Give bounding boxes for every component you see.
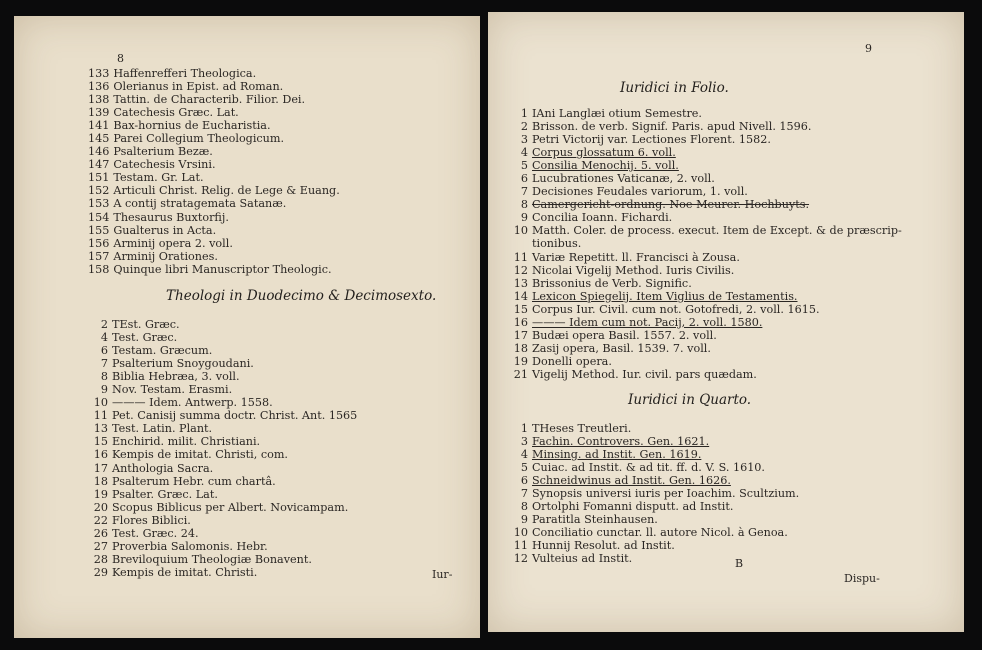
item-text: Testam. Gr. Lat.	[113, 171, 204, 185]
item-number: 3	[520, 133, 528, 147]
item-number: 5	[520, 159, 528, 173]
item-text: Olerianus in Epist. ad Roman.	[113, 80, 284, 94]
item-number: 15	[513, 302, 528, 316]
list-item	[88, 540, 357, 553]
section-heading-iuridici-folio: Iuridici in Folio.	[620, 80, 729, 96]
item-number: 139	[88, 106, 110, 120]
item-text: A contij stratagemata Satanæ.	[113, 197, 287, 211]
item-number: 13	[93, 422, 108, 436]
list-item	[88, 527, 357, 540]
item-text: Vulteius ad Instit.	[532, 552, 633, 566]
item-number: 18	[513, 341, 528, 355]
item-number: 4	[520, 448, 528, 462]
item-text: Minsing. ad Instit. Gen. 1619.	[532, 448, 702, 462]
item-number: 9	[520, 513, 528, 527]
list-item	[88, 132, 340, 145]
theology-duodecimo-list	[88, 318, 357, 579]
list-item	[88, 370, 357, 383]
item-number: 10	[513, 526, 528, 540]
list-item	[88, 145, 340, 158]
item-number: 17	[93, 461, 108, 475]
item-text: Donelli opera.	[532, 354, 612, 368]
list-item	[88, 171, 340, 184]
list-item	[88, 383, 357, 396]
item-number: 7	[100, 357, 108, 371]
item-text: Arminij Orationes.	[113, 249, 218, 263]
item-text: Brisson. de verb. Signif. Paris. apud Nivell. 1596.	[532, 120, 812, 134]
item-text: Kempis de imitat. Christi.	[112, 565, 258, 579]
item-number: 26	[93, 526, 108, 540]
list-item	[88, 475, 357, 488]
item-number: 21	[513, 367, 528, 381]
item-number: 27	[93, 539, 108, 553]
item-text: Test. Græc.	[112, 331, 178, 345]
item-number: 3	[520, 435, 528, 449]
item-text: Variæ Repetitt. ll. Francisci à Zousa.	[532, 250, 740, 264]
item-text: Corpus glossatum 6. voll.	[532, 146, 676, 160]
item-text: Petri Victorij var. Lectiones Florent. 1582.	[532, 133, 771, 147]
item-number: 6	[520, 474, 528, 488]
list-item	[508, 316, 902, 329]
item-text: Concilia Ioann. Fichardi.	[532, 211, 673, 225]
item-text: Test. Græc. 24.	[112, 526, 199, 540]
list-item	[508, 185, 902, 198]
item-number: 22	[93, 513, 108, 527]
item-text: Breviloquium Theologiæ Bonavent.	[112, 552, 312, 566]
list-item	[88, 67, 340, 80]
list-item	[88, 435, 357, 448]
item-text: Lexicon Spiegelij. Item Viglius de Testamentis.	[532, 289, 798, 303]
item-number: 9	[520, 211, 528, 225]
list-item	[508, 329, 902, 342]
item-number: 20	[93, 500, 108, 514]
item-text: Schneidwinus ad Instit. Gen. 1626.	[532, 474, 731, 488]
item-number: 16	[93, 448, 108, 462]
list-item	[88, 158, 340, 171]
page-number-left: 8	[117, 52, 124, 65]
list-item	[88, 250, 340, 263]
theology-list-continued	[88, 67, 340, 276]
list-item	[508, 355, 902, 368]
item-number: 145	[88, 132, 110, 146]
iuridici-quarto-list	[508, 422, 799, 566]
item-number: 7	[520, 487, 528, 501]
item-text: Scopus Biblicus per Albert. Novicampam.	[112, 500, 349, 514]
item-text: Bax-hornius de Eucharistia.	[113, 119, 271, 133]
list-item	[88, 462, 357, 475]
list-item	[508, 500, 799, 513]
item-text: Cuiac. ad Instit. & ad tit. ff. d. V. S. 1610.	[532, 461, 765, 475]
item-number: 138	[88, 93, 110, 107]
list-item	[88, 344, 357, 357]
item-number: 28	[93, 552, 108, 566]
item-text: Tattin. de Characterib. Filior. Dei.	[113, 93, 306, 107]
item-text: Biblia Hebræa, 3. voll.	[112, 370, 240, 384]
item-text: Nicolai Vigelij Method. Iuris Civilis.	[532, 263, 735, 277]
item-text: ——— Idem. Antwerp. 1558.	[112, 396, 273, 410]
right-page	[488, 12, 964, 632]
list-item	[508, 133, 902, 146]
list-item	[88, 119, 340, 132]
item-text: Haffenrefferi Theologica.	[113, 67, 257, 80]
list-item	[88, 197, 340, 210]
item-text: Psalterum Hebr. cum chartâ.	[112, 474, 276, 488]
item-text: Test. Latin. Plant.	[112, 422, 213, 436]
item-number: 155	[88, 223, 110, 237]
item-number: 16	[513, 315, 528, 329]
list-item	[88, 422, 357, 435]
item-number: 8	[520, 500, 528, 514]
list-item	[508, 264, 902, 277]
list-item	[88, 409, 357, 422]
item-number: 1	[520, 107, 528, 120]
item-text: Corpus Iur. Civil. cum not. Gotofredi, 2. voll. 1615.	[532, 302, 820, 316]
item-text: tionibus.	[532, 237, 582, 251]
list-item	[88, 318, 357, 331]
list-item	[508, 474, 799, 487]
list-item	[508, 172, 902, 185]
list-item	[508, 198, 902, 211]
item-text: Budæi opera Basil. 1557. 2. voll.	[532, 328, 717, 342]
list-item	[508, 303, 902, 316]
list-item	[88, 184, 340, 197]
item-text: Zasij opera, Basil. 1539. 7. voll.	[532, 341, 711, 355]
item-text: Decisiones Feudales variorum, 1. voll.	[532, 185, 748, 199]
item-text: IAni Langlæi otium Semestre.	[532, 107, 702, 120]
item-number: 10	[93, 396, 108, 410]
list-item	[88, 224, 340, 237]
item-number: 153	[88, 197, 110, 211]
item-number: 2	[100, 318, 108, 331]
item-text: Flores Biblici.	[112, 513, 191, 527]
item-number: 136	[88, 80, 110, 94]
section-heading-iuridici-quarto: Iuridici in Quarto.	[628, 392, 752, 408]
item-number: 14	[513, 289, 528, 303]
catchword-right: Dispu-	[844, 572, 880, 585]
item-text: ——— Idem cum not. Pacij, 2. voll. 1580.	[532, 315, 763, 329]
left-page	[14, 16, 480, 638]
item-number: 12	[513, 263, 528, 277]
list-item	[88, 488, 357, 501]
item-number: 8	[520, 198, 528, 212]
item-number: 10	[513, 224, 528, 238]
list-item	[508, 342, 902, 355]
item-text: Psalterium Bezæ.	[113, 145, 213, 159]
item-text: Paratitla Steinhausen.	[532, 513, 658, 527]
list-item	[88, 553, 357, 566]
section-heading-theologi-duodecimo: Theologi in Duodecimo & Decimosexto.	[166, 288, 437, 304]
item-text: Brissonius de Verb. Signific.	[532, 276, 692, 290]
list-item	[88, 357, 357, 370]
item-text: Articuli Christ. Relig. de Lege & Euang.	[113, 184, 340, 198]
list-item	[88, 331, 357, 344]
item-number: 11	[513, 250, 528, 264]
item-number: 6	[520, 172, 528, 186]
list-item	[508, 251, 902, 264]
item-number: 13	[513, 276, 528, 290]
list-item	[508, 526, 799, 539]
item-text: Synopsis universi iuris per Ioachim. Scultzium.	[532, 487, 800, 501]
list-item	[508, 277, 902, 290]
item-text: Pet. Canisij summa doctr. Christ. Ant. 1565	[112, 409, 358, 423]
list-item	[508, 159, 902, 172]
list-item	[508, 211, 902, 224]
list-item	[508, 552, 799, 565]
item-number: 11	[93, 409, 108, 423]
item-number: 19	[93, 487, 108, 501]
item-text: Arminij opera 2. voll.	[113, 236, 233, 250]
list-item	[508, 422, 799, 435]
list-item	[88, 80, 340, 93]
item-number: 158	[88, 262, 110, 276]
item-text: Lucubrationes Vaticanæ, 2. voll.	[532, 172, 715, 186]
item-text: Matth. Coler. de process. execut. Item de Except. & de præscrip-	[532, 224, 902, 238]
item-text: THeses Treutleri.	[532, 422, 632, 435]
list-item	[508, 487, 799, 500]
item-number: 146	[88, 145, 110, 159]
item-text: Psalterium Snoygoudani.	[112, 357, 254, 371]
item-number: 152	[88, 184, 110, 198]
list-item	[88, 106, 340, 119]
list-item	[508, 539, 799, 552]
catchword-left: Iur-	[432, 568, 453, 581]
item-text: Thesaurus Buxtorfij.	[113, 210, 229, 224]
item-text: Anthologia Sacra.	[112, 461, 214, 475]
item-number: 7	[520, 185, 528, 199]
list-item	[88, 211, 340, 224]
item-number: 8	[100, 370, 108, 384]
item-text: Vigelij Method. Iur. civil. pars quædam.	[532, 367, 757, 381]
item-number: 9	[100, 383, 108, 397]
item-number: 15	[93, 435, 108, 449]
item-text: Quinque libri Manuscriptor Theologic.	[113, 262, 332, 276]
item-number: 156	[88, 236, 110, 250]
list-item	[88, 237, 340, 250]
list-item	[88, 448, 357, 461]
item-number: 17	[513, 328, 528, 342]
list-item	[88, 501, 357, 514]
list-item	[508, 368, 902, 381]
item-text: TEst. Græc.	[112, 318, 180, 331]
item-number: 18	[93, 474, 108, 488]
item-number: 154	[88, 210, 110, 224]
list-item	[508, 461, 799, 474]
item-text: Ortolphi Fomanni disputt. ad Instit.	[532, 500, 734, 514]
list-item	[88, 514, 357, 527]
list-item	[508, 107, 902, 120]
list-item	[88, 93, 340, 106]
item-text: Kempis de imitat. Christi, com.	[112, 448, 288, 462]
item-number: 12	[513, 552, 528, 566]
item-text: Fachin. Controvers. Gen. 1621.	[532, 435, 710, 449]
item-text: Testam. Græcum.	[112, 344, 213, 358]
list-item	[508, 435, 799, 448]
item-number: 6	[100, 344, 108, 358]
item-number: 5	[520, 461, 528, 475]
item-text: Parei Collegium Theologicum.	[113, 132, 285, 146]
item-number: 151	[88, 171, 110, 185]
list-item	[88, 396, 357, 409]
item-text: Proverbia Salomonis. Hebr.	[112, 539, 268, 553]
list-item	[508, 146, 902, 159]
item-text: Camergericht-ordnung. Noe Meurer. Hochbuyts.	[532, 198, 810, 212]
page-number-right: 9	[865, 42, 872, 55]
item-number: 141	[88, 119, 110, 133]
list-item	[508, 448, 799, 461]
item-text: Enchirid. milit. Christiani.	[112, 435, 261, 449]
item-number: 157	[88, 249, 110, 263]
item-number: 29	[93, 565, 108, 579]
list-item	[508, 290, 902, 303]
list-item	[88, 263, 340, 276]
item-number: 4	[100, 331, 108, 345]
list-item	[88, 566, 357, 579]
list-item	[508, 224, 902, 237]
item-text: Consilia Menochij. 5. voll.	[532, 159, 679, 173]
item-number: 11	[513, 539, 528, 553]
item-text: Nov. Testam. Erasmi.	[112, 383, 233, 397]
item-number: 2	[520, 120, 528, 134]
item-number: 4	[520, 146, 528, 160]
list-item	[508, 120, 902, 133]
item-text: Catechesis Græc. Lat.	[113, 106, 239, 120]
signature-mark: B	[735, 557, 744, 570]
list-item	[508, 237, 902, 250]
item-text: Conciliatio cunctar. ll. autore Nicol. à Genoa.	[532, 526, 788, 540]
list-item	[508, 513, 799, 526]
item-number: 133	[88, 67, 110, 80]
iuridici-folio-list	[508, 107, 902, 381]
item-text: Catechesis Vrsini.	[113, 158, 216, 172]
item-text: Hunnij Resolut. ad Instit.	[532, 539, 675, 553]
item-text: Psalter. Græc. Lat.	[112, 487, 218, 501]
item-number: 147	[88, 158, 110, 172]
item-number: 19	[513, 354, 528, 368]
item-text: Gualterus in Acta.	[113, 223, 217, 237]
item-number: 1	[520, 422, 528, 435]
